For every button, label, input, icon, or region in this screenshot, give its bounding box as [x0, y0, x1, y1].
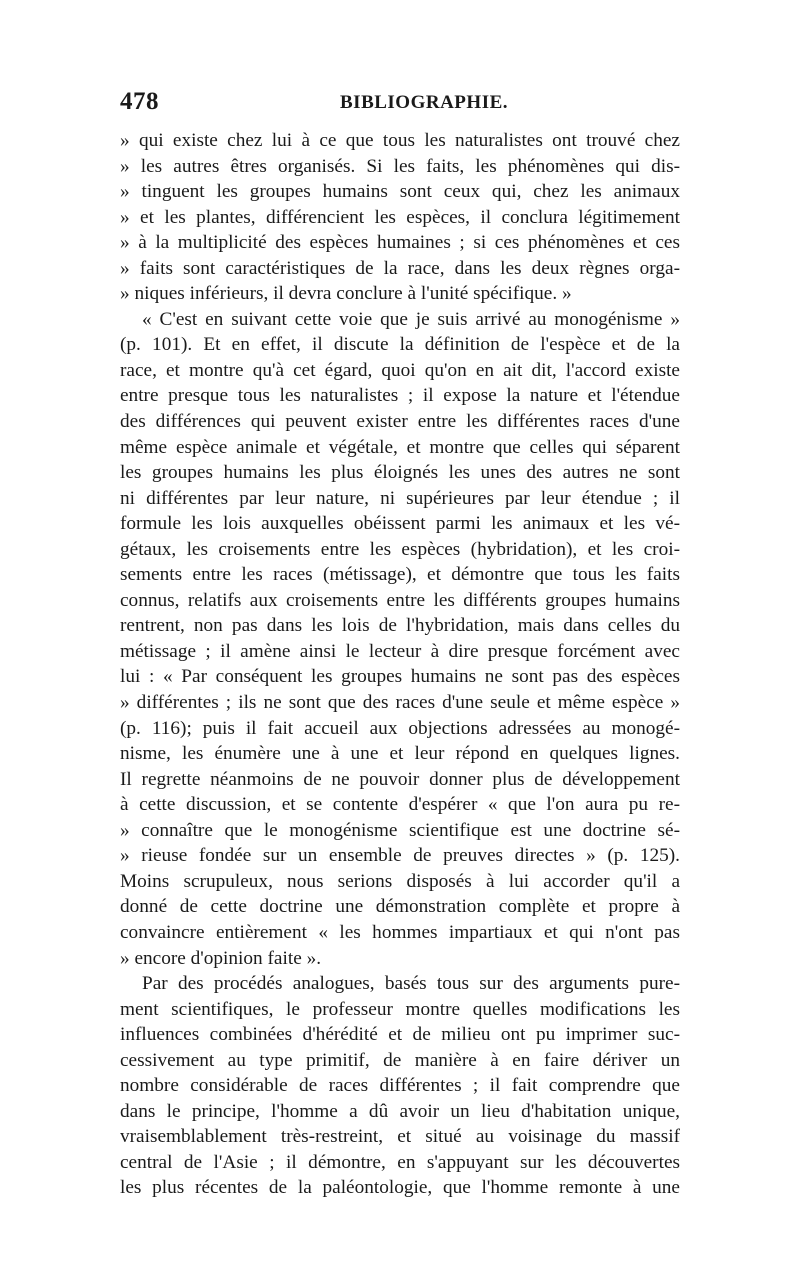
text-line: sements entre les races (métissage), et démontre que tous les faits — [120, 564, 680, 586]
text-line: vraisemblablement très-restreint, et situé au voisinage du massif — [120, 1126, 680, 1148]
text-line: » tinguent les groupes humains sont ceux qui, chez les animaux — [120, 181, 680, 203]
text-line: gétaux, les croisements entre les espèces (hybridation), et les croi- — [120, 538, 680, 560]
text-line: à cette discussion, et se contente d'espérer « que l'on aura pu re- — [120, 794, 680, 816]
text-line: convaincre entièrement « les hommes impartiaux et qui n'ont pas — [120, 921, 680, 943]
text-line: les plus récentes de la paléontologie, que l'homme remonte à une — [120, 1177, 680, 1199]
text-line: ment scientifiques, le professeur montre quelles modifications les — [120, 998, 680, 1020]
text-line: donné de cette doctrine une démonstration complète et propre à — [120, 896, 680, 918]
running-title: BIBLIOGRAPHIE. — [340, 92, 509, 113]
text-line: » qui existe chez lui à ce que tous les naturalistes ont trouvé chez — [120, 130, 680, 151]
text-line: ni différentes par leur nature, ni supérieures par leur étendue ; il — [120, 487, 680, 509]
body-text — [120, 128, 680, 1201]
text-line: » différentes ; ils ne sont que des races d'une seule et même espèce » — [120, 692, 680, 714]
text-line: Moins scrupuleux, nous serions disposés à lui accorder qu'il a — [120, 870, 680, 892]
text-line: Par des procédés analogues, basés tous sur des arguments pure- — [142, 973, 680, 995]
text-line: » encore d'opinion faite ». — [120, 947, 322, 969]
text-line: » les autres êtres organisés. Si les faits, les phénomènes qui dis- — [120, 155, 680, 177]
text-line: central de l'Asie ; il démontre, en s'appuyant sur les découvertes — [120, 1151, 680, 1173]
text-line: race, et montre qu'à cet égard, quoi qu'on en ait dit, l'accord existe — [120, 359, 680, 381]
text-line: influences combinées d'hérédité et de milieu ont pu imprimer suc- — [120, 1024, 680, 1046]
text-line: cessivement au type primitif, de manière à en faire dériver un — [120, 1049, 680, 1071]
text-line: « C'est en suivant cette voie que je suis arrivé au monogénisme » — [142, 308, 680, 330]
text-line: » à la multiplicité des espèces humaines ; si ces phénomènes et ces — [120, 232, 680, 254]
text-line: nombre considérable de races différentes ; il fait comprendre que — [120, 1075, 680, 1097]
text-line: entre presque tous les naturalistes ; il expose la nature et l'étendue — [120, 385, 680, 407]
text-line: » connaître que le monogénisme scientifique est une doctrine sé- — [120, 819, 680, 841]
text-line: lui : « Par conséquent les groupes humains ne sont pas des espèces — [120, 666, 680, 688]
text-line: rentrent, non pas dans les lois de l'hybridation, mais dans celles du — [120, 615, 680, 637]
text-line: » faits sont caractéristiques de la race, dans les deux règnes orga- — [120, 257, 680, 279]
page-number: 478 — [120, 88, 159, 115]
text-line: métissage ; il amène ainsi le lecteur à dire presque forcément avec — [120, 640, 680, 662]
text-line: Il regrette néanmoins de ne pouvoir donner plus de développement — [120, 768, 680, 790]
text-line: (p. 101). Et en effet, il discute la définition de l'espèce et de la — [120, 334, 680, 356]
text-line: même espèce animale et végétale, et montre que celles qui séparent — [120, 436, 680, 458]
text-line: (p. 116); puis il fait accueil aux objections adressées au monogé- — [120, 717, 680, 739]
text-line: » niques inférieurs, il devra conclure à l'unité spécifique. » — [120, 283, 572, 305]
text-line: » et les plantes, différencient les espèces, il conclura légitimement — [120, 206, 680, 228]
text-line: » rieuse fondée sur un ensemble de preuves directes » (p. 125). — [120, 845, 680, 867]
text-line: les groupes humains les plus éloignés les unes des autres ne sont — [120, 462, 680, 484]
text-line: des différences qui peuvent exister entre les différentes races d'une — [120, 411, 680, 433]
page-header — [120, 88, 680, 118]
text-line: formule les lois auxquelles obéissent parmi les animaux et les vé- — [120, 513, 680, 535]
text-line: nisme, les énumère une à une et leur répond en quelques lignes. — [120, 743, 680, 765]
text-line: dans le principe, l'homme a dû avoir un lieu d'habitation unique, — [120, 1100, 680, 1122]
text-line: connus, relatifs aux croisements entre les différents groupes humains — [120, 589, 680, 611]
